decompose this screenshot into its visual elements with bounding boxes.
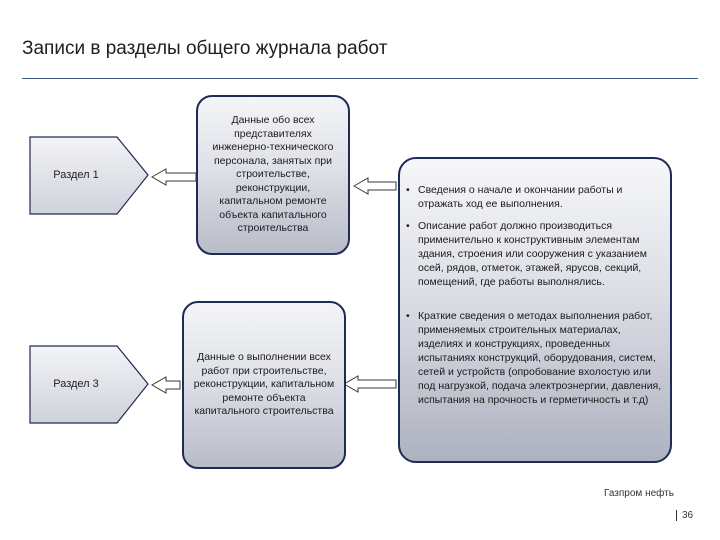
arrow-to-details (354, 178, 396, 194)
arrow-to-section-3 (152, 377, 180, 393)
section-1-description-box (196, 95, 350, 255)
section-3-label: Раздел 3 (53, 378, 99, 390)
section-1-label: Раздел 1 (53, 169, 99, 181)
page-number: 36 (676, 510, 693, 521)
company-name: Газпром нефть (604, 488, 674, 499)
arrow-from-details-to-section-3 (344, 376, 396, 392)
details-box (398, 157, 672, 463)
arrow-to-section-1 (152, 169, 196, 185)
section-3-description: Данные о выполнении всех работ при строительстве, реконструкции, капитальном ремонте объекта капитального строительства (193, 351, 335, 418)
details-bullet-2: • Описание работ должно производиться применительно к конструктивным элементам здания, строения или сооружения с указанием осей, рядов, отметок, этажей, ярусов, секций, помещений, где работы выполнялись. (406, 220, 647, 288)
slide-title: Записи в разделы общего журнала работ (22, 38, 388, 59)
details-bullet-3: • Краткие сведения о методах выполнения работ, применяемых строительных материалах, изделиях и конструкциях, проведенных испытаниях конструкций, оборудования, систем, сетей и устройств (опробование вхолостую или под нагрузкой, подача электроэнергии, давления, испытания на прочность и герметичность и т.д) (406, 310, 662, 406)
details-bullet-1: • Сведения о начале и окончании работы и отражать ход ее выполнения. (406, 184, 623, 210)
section-3-description-box (182, 301, 346, 469)
section-1-description: Данные обо всех представителях инженерно-технического персонала, занятых при строительстве, реконструкции, капитальном ремонте объекта капитального строительства (212, 114, 334, 235)
